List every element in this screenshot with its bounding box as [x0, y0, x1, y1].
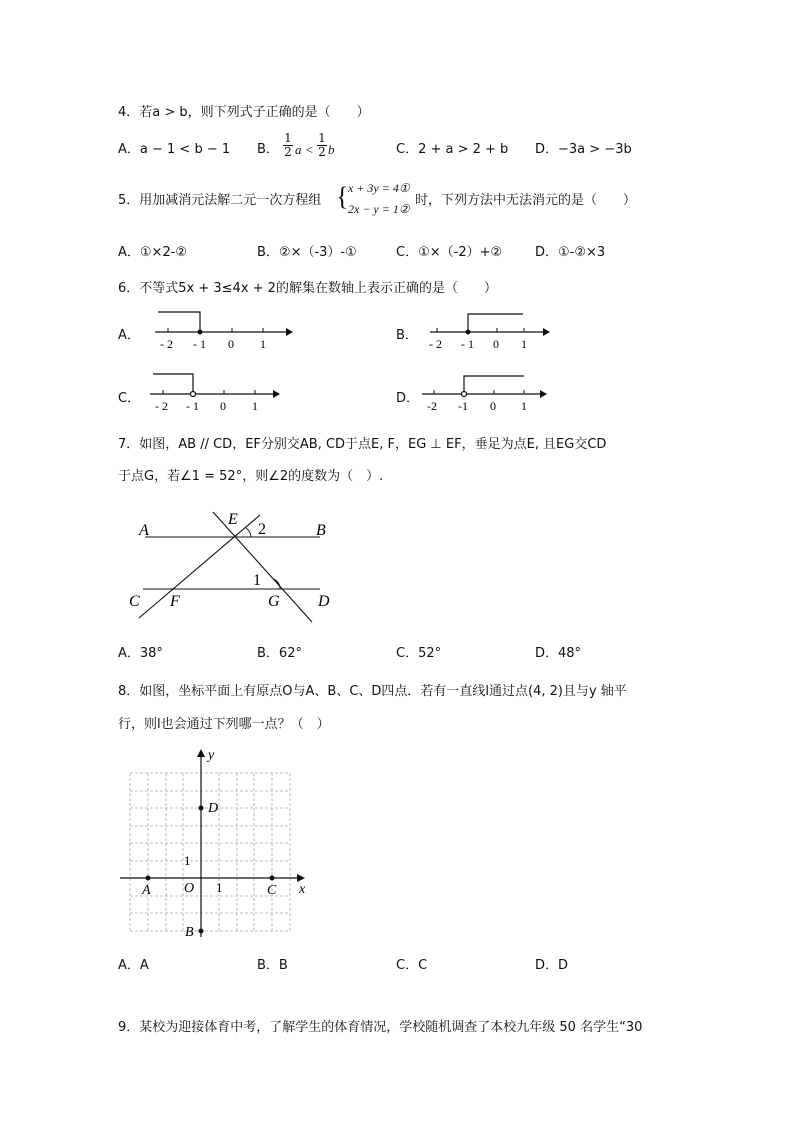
tick-label: -2 [427, 399, 437, 413]
point-label-a: A [142, 883, 151, 898]
q7-stem-line2: 于点G，若∠1 = 52°，则∠2的度数为（ ）. [118, 469, 384, 484]
q6-number-line-d [418, 370, 554, 418]
q4-option-b-math: a < [295, 142, 314, 157]
point-label-g: G [268, 593, 280, 610]
q7-parallel-lines-figure [125, 505, 340, 625]
q8-option-d: D．D [535, 958, 569, 973]
q5-option-b: B．②×（-3）-① [257, 245, 357, 260]
q4-option-c: C．2 + a > 2 + b [396, 142, 509, 157]
q6-number-line-a [150, 308, 295, 356]
angle-1-label: 1 [253, 572, 261, 589]
grid-lines [130, 773, 290, 931]
q4-option-a: A．a − 1 < b − 1 [118, 142, 231, 157]
tick-label: 0 [220, 399, 226, 413]
q8-stem-line1: 8．如图，坐标平面上有原点O与A、B、C、D四点．若有一直线l通过点(4, 2)且与y 轴平 [118, 684, 627, 699]
frac-den: 2 [318, 145, 326, 159]
q7-option-c: C．52° [396, 646, 442, 661]
q7-option-d: D．48° [535, 646, 582, 661]
x-unit-label: 1 [216, 880, 223, 895]
y-axis-label: y [208, 748, 215, 763]
q5-stem-pre: 5．用加减消元法解二元一次方程组 [118, 193, 322, 208]
point-label-c: C [267, 883, 277, 898]
q4-option-b-frac2 [317, 132, 327, 159]
q5-brace: { [336, 182, 349, 211]
q4-option-b-frac1 [283, 132, 293, 159]
point-d [199, 806, 204, 811]
q4-option-b-label: B． [257, 142, 279, 157]
tick-label: 0 [493, 337, 499, 351]
frac-num: 1 [284, 131, 292, 145]
point-label-b: B [185, 925, 194, 940]
q6-option-a: A． [118, 328, 140, 343]
point-label-b: B [316, 522, 326, 539]
q5-stem-post: 时，下列方法中无法消元的是（ ） [415, 193, 637, 208]
point-label-d: D [208, 801, 219, 816]
tick-label: - 1 [461, 337, 474, 351]
angle-2-arc [246, 528, 251, 537]
point-label-f: F [170, 593, 180, 610]
point-label-e: E [228, 511, 238, 528]
frac-den: 2 [284, 145, 292, 159]
tick-label: 1 [521, 399, 527, 413]
q9-stem: 9．某校为迎接体育中考，了解学生的体育情况，学校随机调查了本校九年级 50 名学生“30 [118, 1020, 643, 1035]
q8-coordinate-grid [115, 745, 315, 943]
q6-option-d: D． [396, 391, 420, 406]
q6-number-line-c [145, 370, 285, 418]
point-c [270, 876, 275, 881]
q8-option-a: A．A [118, 958, 149, 973]
tick-label: 1 [521, 337, 527, 351]
q6-stem: 6．不等式5x + 3≤4x + 2的解集在数轴上表示正确的是（ ） [118, 281, 497, 296]
tick-label: 0 [228, 337, 234, 351]
q7-option-b: B．62° [257, 646, 302, 661]
q5-option-d: D．①-②×3 [535, 245, 606, 260]
x-axis-label: x [299, 882, 306, 897]
frac-num: 1 [318, 131, 326, 145]
tick-label: - 2 [429, 337, 442, 351]
q6-number-line-b [425, 308, 555, 356]
q5-eq1: x + 3y = 4① [348, 181, 410, 195]
q8-stem-line2: 行，则l也会通过下列哪一点？（ ） [118, 717, 330, 732]
tick-label: 1 [252, 399, 258, 413]
tick-label: - 2 [160, 337, 173, 351]
tick-label: -1 [458, 399, 468, 413]
q6-option-c: C． [118, 391, 141, 406]
q8-option-b: B．B [257, 958, 288, 973]
tick-label: 1 [260, 337, 266, 351]
q5-option-c: C．①×（-2）+② [396, 245, 503, 260]
point-label-d: D [318, 593, 330, 610]
q4-option-b-tail: b [328, 142, 335, 157]
q5-eq2: 2x − y = 1② [348, 202, 410, 216]
angle-2-label: 2 [258, 521, 266, 538]
q6-option-b: B． [396, 328, 418, 343]
tick-label: - 1 [186, 399, 199, 413]
point-label-a: A [139, 522, 149, 539]
line-ef [139, 515, 260, 618]
point-b [199, 929, 204, 934]
tick-label: - 2 [155, 399, 168, 413]
tick-label: - 1 [193, 337, 206, 351]
origin-label: O [184, 881, 195, 896]
y-unit-label: 1 [184, 853, 191, 868]
q4-stem: 4．若a > b，则下列式子正确的是（ ） [118, 105, 370, 120]
point-label-c: C [129, 593, 140, 610]
q7-option-a: A．38° [118, 646, 163, 661]
q8-option-c: C．C [396, 958, 428, 973]
q7-stem-line1: 7．如图，AB // CD，EF分别交AB, CD于点E, F，EG ⊥ EF，垂足为点E, 且EG交CD [118, 437, 607, 452]
q5-option-a: A．①×2-② [118, 245, 188, 260]
q4-option-d: D．−3a > −3b [535, 142, 632, 157]
tick-label: 0 [490, 399, 496, 413]
point-a [146, 876, 151, 881]
